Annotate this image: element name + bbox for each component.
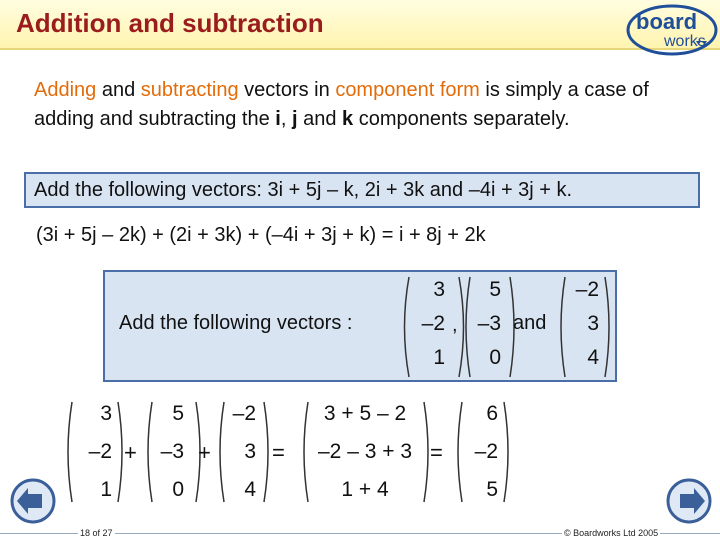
equals-sign: = [272,440,285,465]
highlight-adding: Adding [34,79,97,101]
vector-cell: –2 [575,278,599,301]
work-cell: 3 [244,440,256,463]
highlight-component-form: component form [335,79,480,101]
page-number: 18 of 27 [80,528,113,538]
forward-button[interactable] [664,476,714,531]
logo-text-2: works [664,33,706,50]
vector-cell: 1 [433,346,445,369]
forward-arrow-icon [664,476,714,526]
task-text: Add the following vectors: 3i + 5j – k, 2i + 3k and –4i + 3j + k. [34,179,573,201]
work-cell: 4 [244,478,256,501]
task-box [24,172,700,208]
work-cell: –2 – 3 + 3 [318,440,412,463]
highlight-subtracting: subtracting [140,79,239,101]
result-cell: 6 [486,402,498,425]
vector-cell: 3 [433,278,445,301]
vector-cell: 4 [587,346,599,369]
back-arrow-icon [8,476,58,526]
result-cell: –2 [474,440,498,463]
box-label: Add the following vectors : [119,312,353,334]
work-cell: 1 + 4 [341,478,389,501]
column-vector-task-box [103,270,617,382]
vector-cell: –3 [477,312,501,335]
vector-cell: 0 [489,346,501,369]
work-cell: –2 [232,402,256,425]
vector-cell: 5 [489,278,501,301]
vector-cell: 3 [587,312,599,335]
work-cell: –3 [160,440,184,463]
vector-cell: –2 [421,312,445,335]
work-cell: 3 + 5 – 2 [323,402,407,425]
back-button[interactable] [8,476,58,531]
equals-sign: = [430,440,443,465]
plus-sign: + [198,440,211,465]
slide-title: Addition and subtraction [16,8,324,38]
answer-line: (3i + 5j – 2k) + (2i + 3k) + (–4i + 3j + k) = i + 8j + 2k [36,224,486,246]
logo-text-1: board [636,9,698,34]
comma: , [452,314,458,336]
intro-paragraph: Adding and subtracting vectors in component form is simply a case of adding and subtracting the i, j and k components separately. [34,79,649,130]
result-cell: 5 [486,478,498,501]
plus-sign: + [124,440,137,465]
work-cell: 3 [100,402,112,425]
copyright: © Boardworks Ltd 2005 [564,528,659,538]
work-cell: 5 [172,402,184,425]
work-cell: 1 [100,478,112,501]
and-word: and [513,312,547,334]
boardworks-logo [626,4,718,56]
work-cell: 0 [172,478,184,501]
work-cell: –2 [88,440,112,463]
